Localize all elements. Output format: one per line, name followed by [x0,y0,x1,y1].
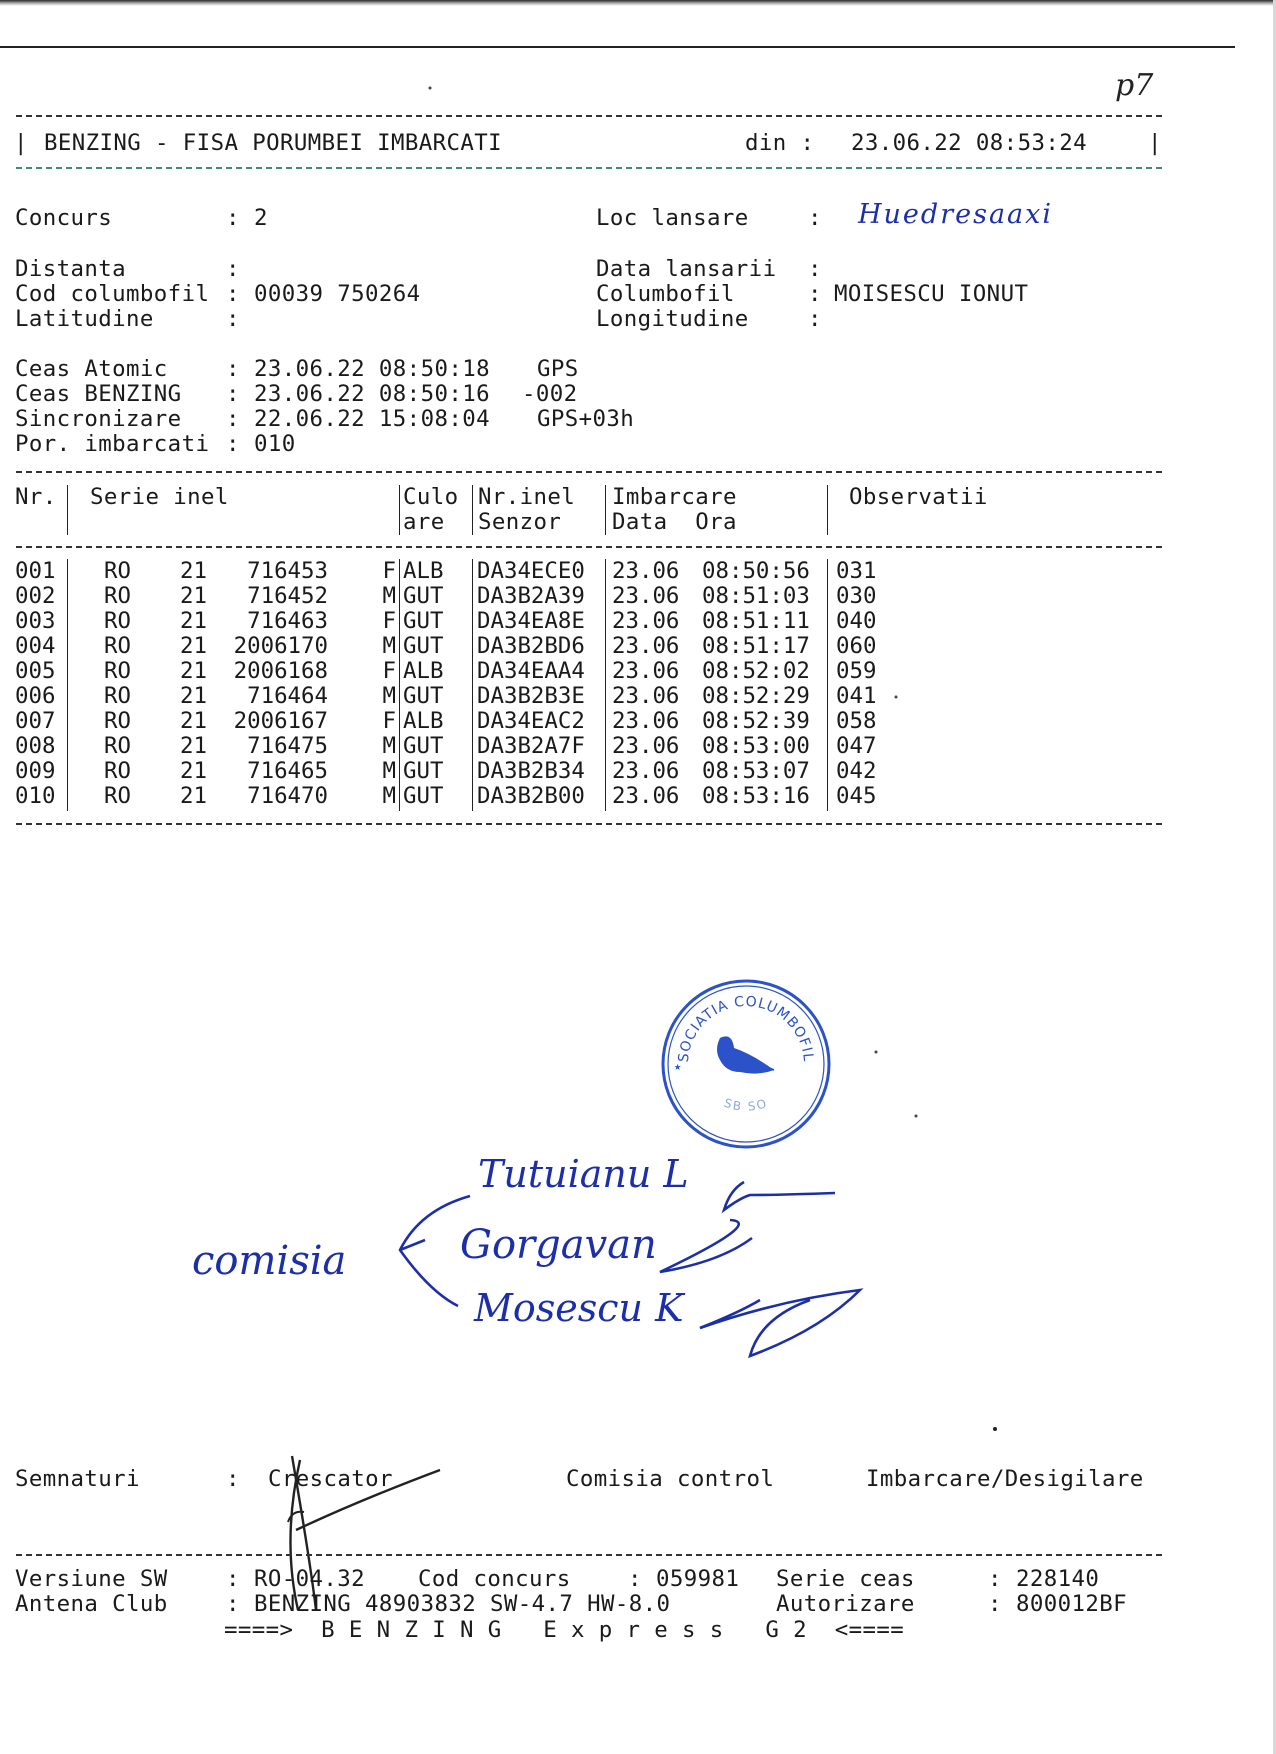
cod-columbofil-label: Cod columbofil [15,281,210,307]
cod-columbofil-value: 00039 750264 [254,281,421,307]
header-pipe-right: | [1148,130,1162,156]
cod-columbofil-colon: : [226,281,240,307]
longitudine-label: Longitudine [596,306,749,332]
distanta-colon: : [226,256,240,282]
cell-nr: 004 [15,633,56,659]
cell-time: 08:51:11 [702,608,810,634]
serie-ceas-value: 228140 [1016,1566,1100,1592]
cell-obs: 030 [836,583,877,609]
cell-obs: 040 [836,608,877,634]
cell-year: 21 [180,633,207,659]
cell-time: 08:53:07 [702,758,810,784]
cell-time: 08:51:03 [702,583,810,609]
semnaturi-label: Semnaturi [15,1466,140,1492]
cell-obs: 045 [836,783,877,809]
footer-dash [16,1554,1162,1556]
stamp-text-bottom: SB SO [722,1095,770,1114]
cell-time: 08:52:29 [702,683,810,709]
cell-ring: 2006170 [233,633,328,659]
cell-color: GUT [403,783,444,809]
cell-year: 21 [180,658,207,684]
th-serie: Serie inel [90,484,229,510]
cell-sex: M [382,733,396,759]
ceas-benzing-value: 23.06.22 08:50:16 [254,381,490,407]
ceas-atomic-extra: GPS [537,356,579,382]
cell-date: 23.06 [612,583,680,609]
cell-sex: F [382,558,396,584]
loc-lansare-colon: : [808,205,822,231]
cell-year: 21 [180,583,207,609]
cell-country: RO [104,633,131,659]
cell-obs: 041 [836,683,877,709]
ceas-benzing-colon: : [226,381,240,407]
hand-name-gorgavan: Gorgavan [460,1222,657,1268]
cell-sex: M [382,683,396,709]
ceas-atomic-colon: : [226,356,240,382]
cell-obs: 060 [836,633,877,659]
cod-concurs-label: Cod concurs [418,1566,571,1592]
cell-color: GUT [403,633,444,659]
cell-sensor: DA3B2B3E [477,683,585,709]
serie-ceas-label: Serie ceas [776,1566,915,1592]
header-pipe-left: | [14,130,28,156]
cell-country: RO [104,733,131,759]
cell-nr: 001 [15,558,56,584]
th-nrinel-1: Nr.inel [478,484,576,510]
cell-time: 08:53:16 [702,783,810,809]
cell-date: 23.06 [612,708,680,734]
cell-year: 21 [180,558,207,584]
cell-nr: 009 [15,758,56,784]
cell-sex: M [382,758,396,784]
concurs-colon: : [226,205,240,231]
ceas-benzing-extra: -002 [522,381,578,407]
cell-year: 21 [180,683,207,709]
antena-label: Antena Club [15,1591,168,1617]
cell-sensor: DA34EA8E [477,608,585,634]
cell-sensor: DA34ECE0 [477,558,585,584]
cell-color: ALB [403,708,444,734]
cell-country: RO [104,683,131,709]
sincronizare-label: Sincronizare [15,406,182,432]
th-nr: Nr. [15,484,57,510]
autorizare-value: 800012BF [1016,1591,1128,1617]
cell-year: 21 [180,608,207,634]
latitudine-label: Latitudine [15,306,154,332]
cell-nr: 006 [15,683,56,709]
sincronizare-colon: : [226,406,240,432]
sincronizare-extra: GPS+03h [537,406,635,432]
cell-sensor: DA3B2B00 [477,783,585,809]
cell-country: RO [104,558,131,584]
cell-obs: 031 [836,558,877,584]
antena-colon: : [226,1591,240,1617]
versiune-colon: : [226,1566,240,1592]
sign-comisia-control: Comisia control [566,1466,775,1492]
cell-time: 08:53:00 [702,733,810,759]
columbofil-colon: : [808,281,822,307]
cell-ring: 716464 [247,683,328,709]
footer-banner: ====> B E N Z I N G E x p r e s s G 2 <==== [224,1617,905,1643]
cell-sex: F [382,658,396,684]
cell-time: 08:52:39 [702,708,810,734]
cell-color: GUT [403,733,444,759]
hand-name-mosescu: Mosescu K [474,1286,684,1330]
autorizare-label: Autorizare [776,1591,915,1617]
por-imbarcati-label: Por. imbarcati [15,431,210,457]
versiune-value: RO-04.32 [254,1566,366,1592]
cell-country: RO [104,608,131,634]
loc-lansare-value: Huedresaaxi [858,199,1053,230]
cell-country: RO [104,708,131,734]
ceas-benzing-label: Ceas BENZING [15,381,182,407]
loc-lansare-label: Loc lansare [596,205,749,231]
cell-sensor: DA34EAA4 [477,658,585,684]
columbofil-label: Columbofil [596,281,735,307]
cell-ring: 716470 [247,783,328,809]
hand-comisia: comisia [192,1238,347,1284]
cell-date: 23.06 [612,633,680,659]
columbofil-value: MOISESCU IONUT [834,281,1029,307]
cod-concurs-value: 059981 [656,1566,740,1592]
concurs-value: 2 [254,205,268,231]
sincronizare-value: 22.06.22 15:08:04 [254,406,490,432]
th-culo-2: are [403,509,445,535]
page-annotation: p7 [1115,68,1154,103]
por-imbarcati-value: 010 [254,431,296,457]
cell-ring: 716475 [247,733,328,759]
cell-sex: M [382,583,396,609]
data-lansarii-label: Data lansarii [596,256,777,282]
cod-concurs-colon: : [628,1566,642,1592]
cell-sex: F [382,708,396,734]
ceas-atomic-label: Ceas Atomic [15,356,168,382]
cell-ring: 716452 [247,583,328,609]
cell-ring: 716453 [247,558,328,584]
cell-date: 23.06 [612,733,680,759]
cell-country: RO [104,758,131,784]
sign-imbarcare: Imbarcare/Desigilare [866,1466,1144,1492]
cell-nr: 007 [15,708,56,734]
cell-obs: 047 [836,733,877,759]
por-imbarcati-colon: : [226,431,240,457]
cell-sensor: DA3B2BD6 [477,633,585,659]
cell-obs: 058 [836,708,877,734]
cell-year: 21 [180,708,207,734]
cell-obs: 059 [836,658,877,684]
cell-date: 23.06 [612,758,680,784]
cell-date: 23.06 [612,683,680,709]
cell-sex: M [382,633,396,659]
antena-value: BENZING 48903832 SW-4.7 HW-8.0 [254,1591,671,1617]
cell-date: 23.06 [612,558,680,584]
autorizare-colon: : [988,1591,1002,1617]
cell-time: 08:50:56 [702,558,810,584]
cell-year: 21 [180,758,207,784]
cell-time: 08:51:17 [702,633,810,659]
cell-sex: F [382,608,396,634]
longitudine-colon: : [808,306,822,332]
header-date-value: 23.06.22 08:53:24 [851,130,1087,156]
cell-ring: 2006168 [233,658,328,684]
stamp-text-top: SOCIATIA COLUMBOFIL [675,993,817,1064]
cell-color: ALB [403,558,444,584]
header-title: BENZING - FISA PORUMBEI IMBARCATI [44,130,503,156]
ceas-atomic-value: 23.06.22 08:50:18 [254,356,490,382]
cell-date: 23.06 [612,783,680,809]
cell-year: 21 [180,783,207,809]
cell-nr: 008 [15,733,56,759]
th-nrinel-2: Senzor [478,509,562,535]
th-imbarcare-2: Data Ora [612,509,737,535]
cell-country: RO [104,783,131,809]
cell-country: RO [104,658,131,684]
cell-nr: 002 [15,583,56,609]
cell-sex: M [382,783,396,809]
cell-year: 21 [180,733,207,759]
cell-date: 23.06 [612,608,680,634]
cell-color: GUT [403,583,444,609]
cell-sensor: DA3B2A39 [477,583,585,609]
distanta-label: Distanta [15,256,127,282]
hand-name-tutuianu: Tutuianu L [478,1152,689,1196]
cell-sensor: DA34EAC2 [477,708,585,734]
th-imbarcare-1: Imbarcare [612,484,737,510]
cell-ring: 716465 [247,758,328,784]
cell-color: GUT [403,608,444,634]
latitudine-colon: : [226,306,240,332]
data-lansarii-colon: : [808,256,822,282]
versiune-label: Versiune SW [15,1566,168,1592]
semnaturi-colon: : [226,1466,240,1492]
concurs-label: Concurs [15,205,113,231]
cell-time: 08:52:02 [702,658,810,684]
cell-ring: 716463 [247,608,328,634]
serie-ceas-colon: : [988,1566,1002,1592]
cell-color: GUT [403,758,444,784]
cell-nr: 010 [15,783,56,809]
cell-sensor: DA3B2B34 [477,758,585,784]
sign-crescator: Crescator [268,1466,393,1492]
cell-nr: 003 [15,608,56,634]
th-observatii: Observatii [849,484,988,510]
cell-color: ALB [403,658,444,684]
th-culo-1: Culo [403,484,459,510]
cell-date: 23.06 [612,658,680,684]
svg-text:★: ★ [674,1059,682,1073]
cell-color: GUT [403,683,444,709]
cell-ring: 2006167 [233,708,328,734]
header-date-label: din : [745,130,815,156]
cell-country: RO [104,583,131,609]
cell-sensor: DA3B2A7F [477,733,585,759]
cell-nr: 005 [15,658,56,684]
cell-obs: 042 [836,758,877,784]
